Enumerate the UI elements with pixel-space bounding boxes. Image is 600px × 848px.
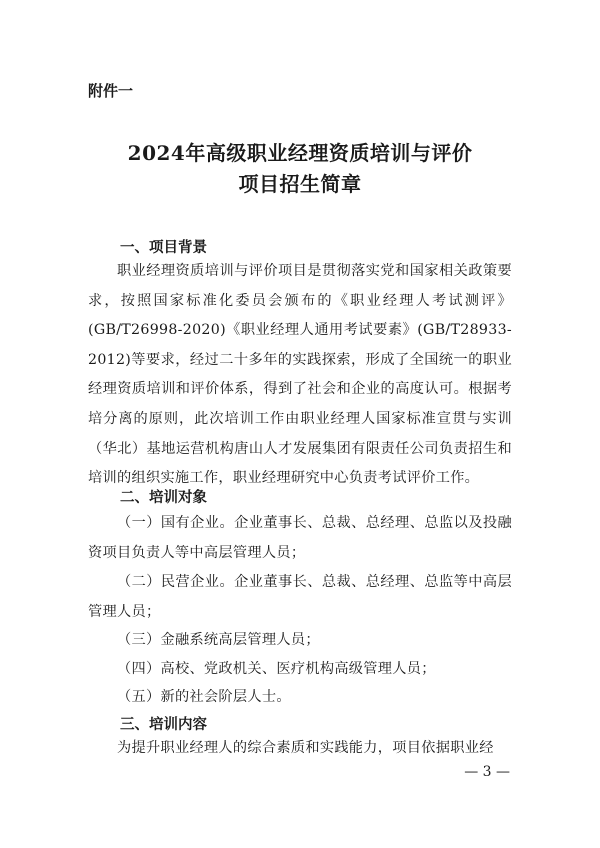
section1-paragraph: 职业经理资质培训与评价项目是贯彻落实党和国家相关政策要求，按照国家标准化委员会颁布的《职业经理人考试测评》(GB/T26998-2020)《职业经理人通用考试要素》(GB/T28933-2012)等要求，经过二十多年的实践探索，形成了全国统一的职业经理资质培训和评价体系，得到了社会和企业的高度认可。根据考培分离的原则，此次培训工作由职业经理人国家标准宣贯与实训（华北）基地运营机构唐山人才发展集团有限责任公司负责招生和培训的组织实施工作，职业经理研究中心负责考试评价工作。: [88, 263, 512, 487]
section2-item-5: （五）新的社会阶层人士。: [117, 689, 291, 705]
section1-heading: 一、项目背景: [120, 240, 207, 256]
section3-heading: 三、培训内容: [120, 717, 207, 733]
section2-item-1: （一）国有企业。企业董事长、总裁、总经理、总监以及投融资项目负责人等中高层管理人员；: [88, 515, 512, 561]
section2-heading: 二、培训对象: [120, 490, 207, 506]
document-title-line1: 2024年高级职业经理资质培训与评价: [127, 141, 473, 165]
section3-paragraph: 为提升职业经理人的综合素质和实践能力，项目依据职业经: [117, 740, 494, 756]
section2-item-3: （三）金融系统高层管理人员；: [117, 632, 320, 648]
section2-item-2: （二）民营企业。企业董事长、总裁、总经理、总监等中高层管理人员；: [88, 574, 512, 620]
document-title-line2: 项目招生简章: [238, 172, 362, 196]
page-number: — 3 —: [464, 764, 510, 780]
section2-item-4: （四）高校、党政机关、医疗机构高级管理人员；: [117, 661, 436, 677]
attachment-label: 附件一: [88, 82, 134, 100]
